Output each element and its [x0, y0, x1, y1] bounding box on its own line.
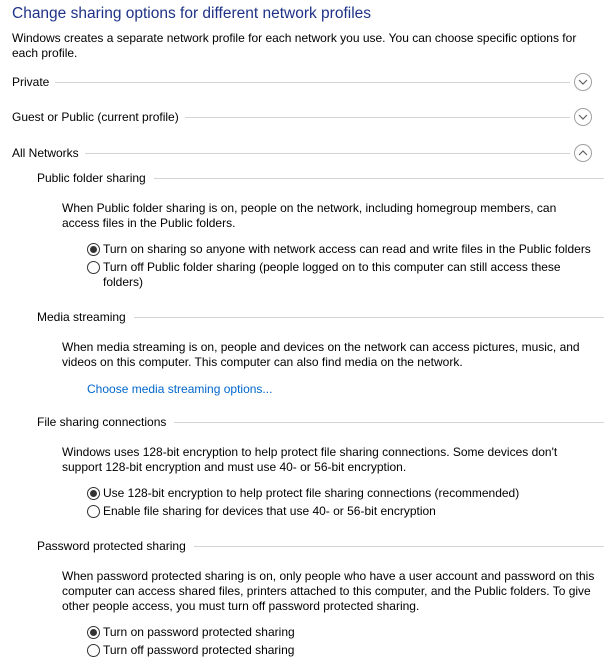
section-media-streaming [37, 309, 604, 325]
divider [185, 117, 570, 118]
divider [55, 82, 570, 83]
radio-label: Turn on sharing so anyone with network access can read and write files in the Public folders [103, 242, 591, 256]
divider [194, 546, 604, 547]
radio-selected-dot [90, 490, 97, 497]
radio-button[interactable] [87, 505, 100, 518]
divider [85, 153, 570, 154]
chevron-down-icon[interactable] [574, 73, 592, 91]
radio-button[interactable] [87, 644, 100, 657]
page-title: Change sharing options for different network profiles [12, 5, 372, 22]
radio-button[interactable] [87, 261, 100, 274]
chevron-up-icon[interactable] [574, 144, 592, 162]
radio-label: Turn on password protected sharing [103, 625, 295, 639]
divider [174, 422, 604, 423]
profile-label: All Networks [12, 146, 79, 160]
radio-password-sharing-off[interactable] [87, 643, 597, 658]
section-heading: File sharing connections [37, 415, 167, 429]
radio-button[interactable] [87, 626, 100, 639]
radio-label: Turn off password protected sharing [103, 643, 295, 657]
divider [154, 178, 604, 179]
profile-all-networks[interactable] [12, 143, 592, 163]
section-heading: Media streaming [37, 310, 126, 324]
section-description: Windows uses 128-bit encryption to help protect file sharing connections. Some devices don't support 128-bit encryption and must use 40- or 56-bit encryption. [62, 445, 558, 474]
radio-public-folder-on[interactable] [87, 242, 597, 257]
page-intro: Windows creates a separate network profile for each network you use. You can choose specific options for each profile. [12, 31, 577, 60]
section-description: When password protected sharing is on, only people who have a user account and password on this computer can access shared files, printers attached to this computer, and the Public folders. To give other people access, you must turn off password protected sharing. [62, 569, 595, 613]
radio-label: Use 128-bit encryption to help protect file sharing connections (recommended) [103, 486, 520, 500]
section-public-folder-sharing [37, 170, 604, 186]
radio-128bit-encryption[interactable] [87, 486, 597, 501]
radio-selected-dot [90, 246, 97, 253]
divider [134, 317, 604, 318]
radio-label: Turn off Public folder sharing (people logged on to this computer can still access these folders) [103, 260, 561, 289]
profile-private[interactable] [12, 72, 592, 92]
section-description: When media streaming is on, people and devices on the network can access pictures, music, and videos on this computer. This computer can also find media on the network. [62, 340, 580, 369]
section-heading: Password protected sharing [37, 539, 186, 553]
radio-label: Enable file sharing for devices that use 40- or 56-bit encryption [103, 504, 436, 518]
radio-public-folder-off[interactable] [87, 260, 597, 290]
section-description: When Public folder sharing is on, people on the network, including homegroup members, can access files in the Public folders. [62, 201, 557, 230]
radio-button[interactable] [87, 243, 100, 256]
radio-button[interactable] [87, 487, 100, 500]
section-file-sharing-connections [37, 414, 604, 430]
profile-label: Private [12, 75, 50, 89]
radio-40-56bit-encryption[interactable] [87, 504, 597, 519]
section-heading: Public folder sharing [37, 171, 146, 185]
section-password-protected-sharing [37, 538, 604, 554]
profile-guest-public[interactable] [12, 107, 592, 127]
media-streaming-options-link[interactable]: Choose media streaming options... [87, 382, 273, 396]
chevron-down-icon[interactable] [574, 108, 592, 126]
radio-password-sharing-on[interactable] [87, 625, 597, 640]
profile-label: Guest or Public (current profile) [12, 110, 179, 124]
radio-selected-dot [90, 629, 97, 636]
